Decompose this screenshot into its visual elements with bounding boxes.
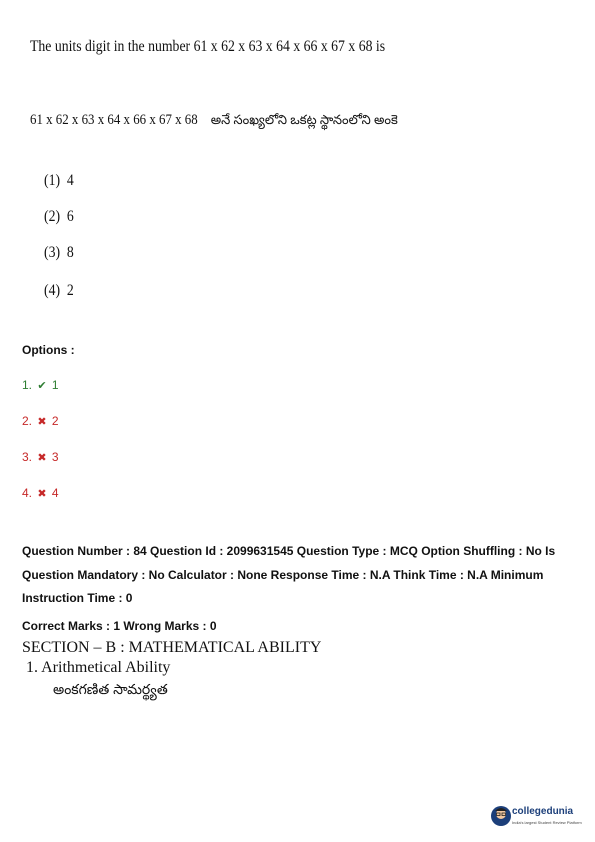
choice-3	[44, 244, 74, 262]
subsection-heading: 1. Arithmetical Ability	[26, 659, 171, 676]
cross-icon: ✖	[37, 452, 47, 464]
section-heading: SECTION – B : MATHEMATICAL ABILITY	[22, 639, 322, 656]
logo-tagline: India's largest Student Review Platform	[512, 820, 582, 825]
marks-line: Correct Marks : 1 Wrong Marks : 0	[22, 619, 217, 633]
choice-number: (2)	[44, 208, 61, 225]
option-item-4	[22, 486, 59, 500]
choice-value: 4	[66, 172, 74, 189]
option-item-3	[22, 450, 59, 464]
question-text-english: The units digit in the number 61 x 62 x 63 x 64 x 66 x 67 x 68 is	[30, 38, 386, 55]
subsection-heading-telugu: అంకగణిత సామర్థ్యత	[53, 681, 168, 697]
choice-number: (4)	[44, 282, 61, 299]
choice-number: (1)	[44, 172, 61, 189]
option-value: 2	[51, 414, 59, 428]
choice-number: (3)	[44, 244, 61, 261]
option-value: 3	[51, 450, 59, 464]
option-value: 4	[51, 486, 59, 500]
question-meta-line-1: Question Number : 84 Question Id : 2099631545 Question Type : MCQ Option Shuffling : No Is	[22, 544, 556, 558]
choice-4	[44, 282, 74, 300]
choice-value: 8	[66, 244, 74, 261]
choice-value: 2	[66, 282, 74, 299]
option-item-1	[22, 378, 59, 392]
choice-2	[44, 208, 74, 226]
option-number: 3.	[22, 450, 33, 464]
option-value: 1	[51, 378, 59, 392]
choice-value: 6	[66, 208, 74, 225]
options-heading: Options :	[22, 343, 75, 357]
option-number: 2.	[22, 414, 33, 428]
logo-name: collegedunia	[512, 806, 574, 817]
question-telugu-phrase: అనే సంఖ్యలోని ఒకట్ల స్థానంలోని అంకె	[210, 112, 398, 127]
checkmark-icon: ✔	[37, 380, 47, 392]
question-meta-line-2: Question Mandatory : No Calculator : None Response Time : N.A Think Time : N.A Minimum	[22, 568, 544, 582]
question-meta-line-3: Instruction Time : 0	[22, 591, 133, 605]
option-number: 1.	[22, 378, 33, 392]
option-item-2	[22, 414, 59, 428]
question-text-telugu	[30, 112, 398, 131]
cross-icon: ✖	[37, 416, 47, 428]
cross-icon: ✖	[37, 488, 47, 500]
question-expression: 61 x 62 x 63 x 64 x 66 x 67 x 68	[30, 112, 198, 128]
option-number: 4.	[22, 486, 33, 500]
choice-1	[44, 172, 74, 190]
